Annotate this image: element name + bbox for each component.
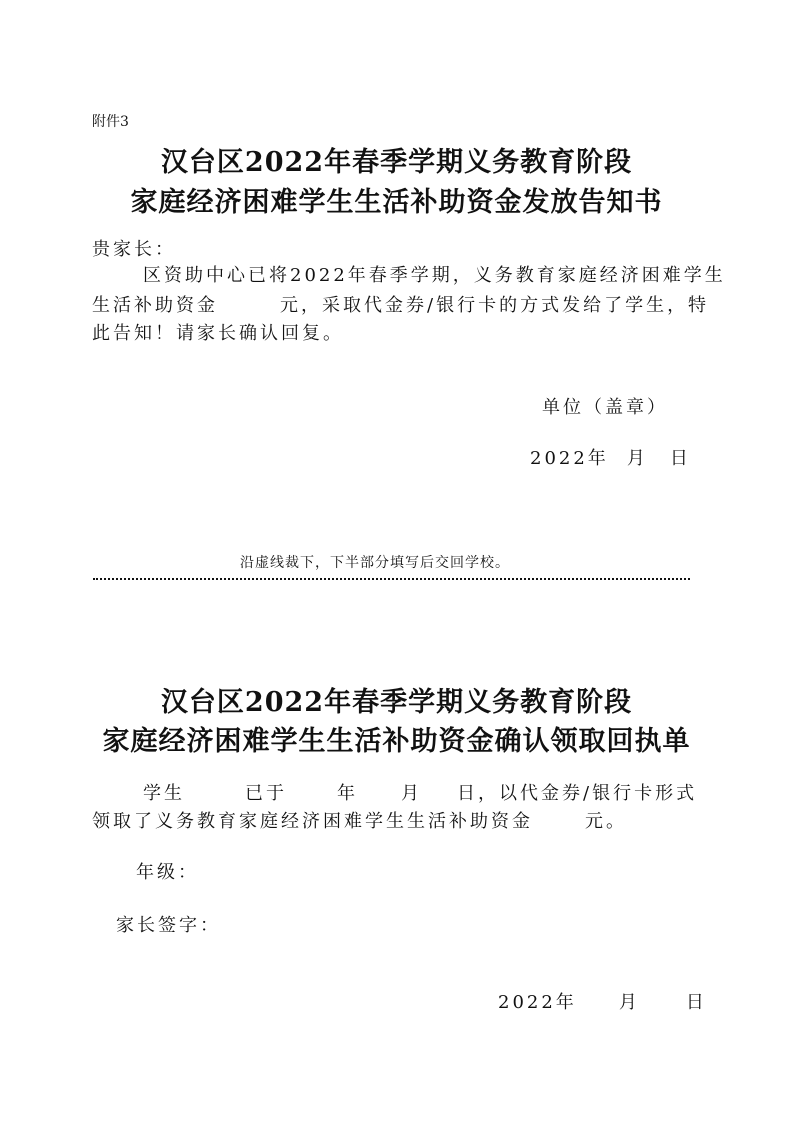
receipt-date-year: 2022年 <box>498 992 577 1013</box>
unit-seal-label: 单位（盖章） <box>542 397 668 418</box>
notice-paragraph-line1: 区资助中心已将2022年春季学期，义务教育家庭经济困难学生 <box>143 265 726 286</box>
notice-amount-label: 生活补助资金 <box>92 295 218 316</box>
attachment-label: 附件3 <box>92 114 129 130</box>
receipt-line2 <box>92 807 627 833</box>
notice-paragraph-line3: 此告知！请家长确认回复。 <box>92 323 344 344</box>
receipt-title-line1: 汉台区2022年春季学期义务教育阶段 <box>160 687 633 718</box>
receipt-already-label: 已于 <box>245 783 287 804</box>
notice-date-month: 月 <box>626 448 648 469</box>
cut-instruction: 沿虚线裁下，下半部分填写后交回学校。 <box>240 555 510 571</box>
receipt-amount-label: 领取了义务教育家庭经济困难学生生活补助资金 <box>92 811 533 832</box>
notice-title-line1: 汉台区2022年春季学期义务教育阶段 <box>160 147 633 178</box>
receipt-amount-unit: 元。 <box>585 811 627 832</box>
notice-title-line2: 家庭经济困难学生生活补助资金发放告知书 <box>130 187 663 218</box>
receipt-title-line2: 家庭经济困难学生生活补助资金确认领取回执单 <box>102 726 691 757</box>
dotted-cut-line <box>93 578 690 580</box>
grade-label: 年级： <box>136 862 199 883</box>
receipt-date-month: 月 <box>618 992 640 1013</box>
notice-date <box>530 444 691 470</box>
notice-date-year: 2022年 <box>530 448 609 469</box>
notice-date-day: 日 <box>669 448 691 469</box>
receipt-date <box>498 988 707 1014</box>
receipt-line1 <box>143 779 697 805</box>
receipt-year-label: 年 <box>337 783 358 804</box>
notice-greeting: 贵家长： <box>92 239 176 260</box>
notice-paragraph-line2-rest: 元，采取代金券/银行卡的方式发给了学生，特 <box>280 295 710 316</box>
receipt-student-label: 学生 <box>143 783 185 804</box>
receipt-line1-rest: 日，以代金券/银行卡形式 <box>457 783 698 804</box>
parent-signature-label: 家长签字： <box>116 915 221 936</box>
notice-paragraph-line2 <box>92 291 709 317</box>
receipt-date-day: 日 <box>685 992 707 1013</box>
receipt-month-label: 月 <box>401 783 422 804</box>
